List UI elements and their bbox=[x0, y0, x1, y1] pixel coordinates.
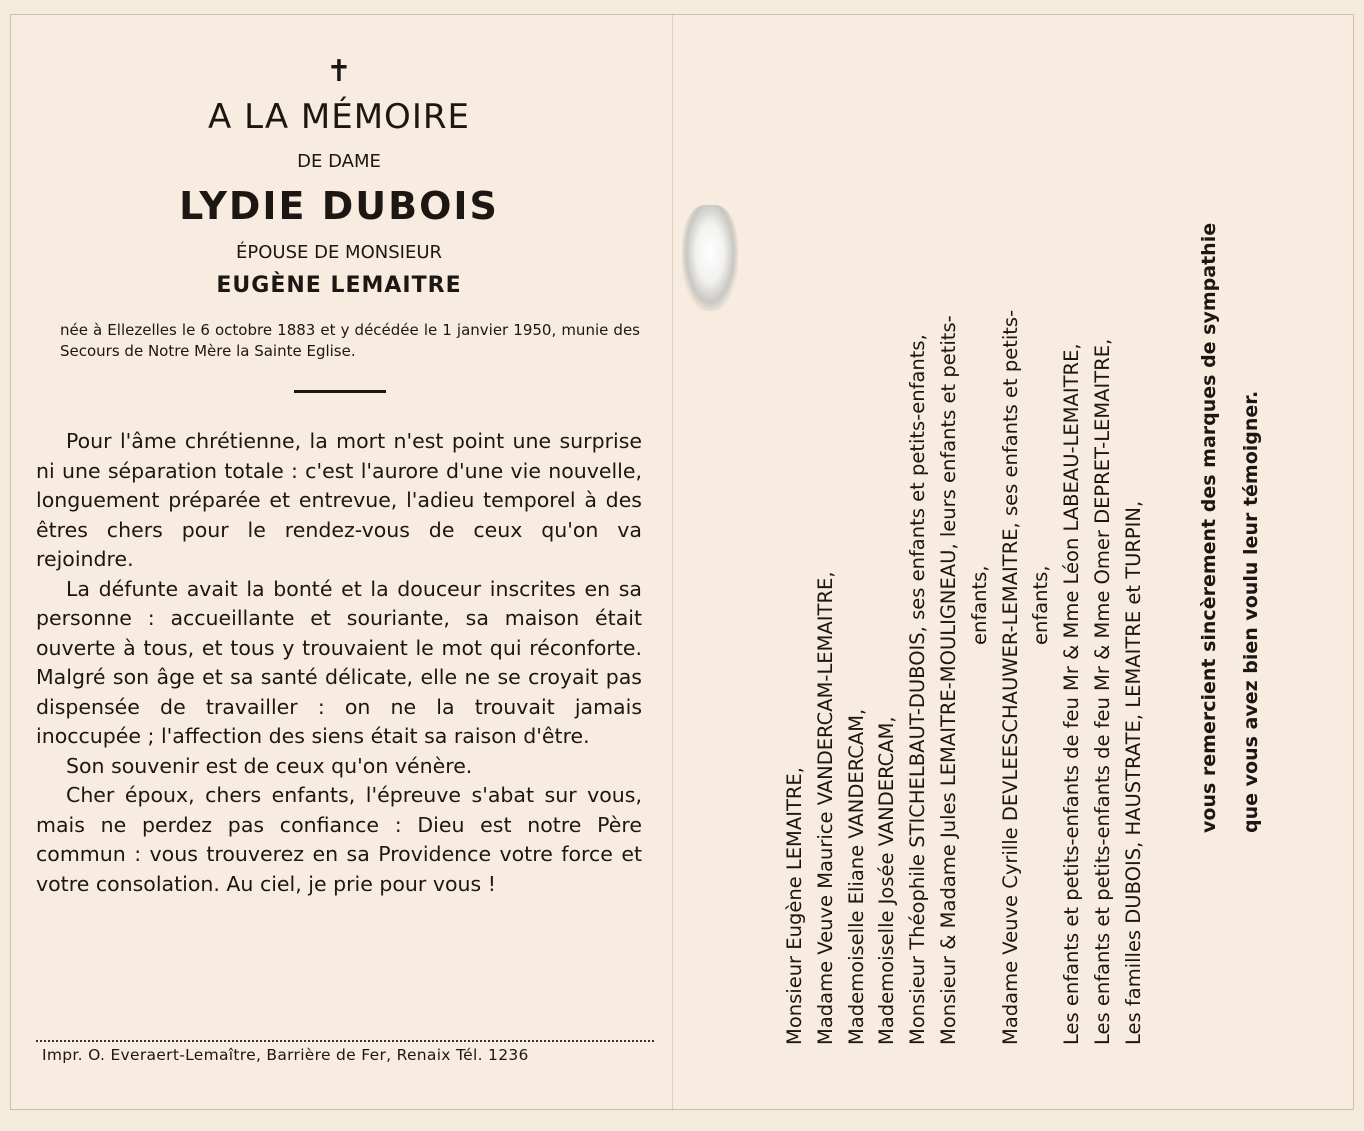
dotted-separator bbox=[36, 1040, 654, 1042]
family-line: enfants, bbox=[967, 565, 991, 645]
thanks-text bbox=[1188, 65, 1272, 1045]
de-dame-label: DE DAME bbox=[297, 151, 381, 172]
deceased-name: LYDIE DUBOIS bbox=[179, 184, 499, 228]
eulogy-paragraph: Pour l'âme chrétienne, la mort n'est point une surprise ni une séparation totale : c'est l'aurore d'une vie nouvelle, longuement préparée et entrevue, l'adieu temporel à des êtres chers pour le rendez-vous de ceux qu'on va rejoindre. bbox=[36, 429, 642, 571]
family-line: Monsieur Eugène LEMAITRE, bbox=[783, 767, 806, 1045]
eulogy-paragraph: Cher époux, chers enfants, l'épreuve s'abat sur vous, mais ne perdez pas confiance : Dieu est notre Père commun : vous trouverez en sa Providence votre force et votre consolation. Au ciel, je prie pour vous ! bbox=[36, 783, 642, 896]
family-line: Madame Veuve Maurice VANDERCAM-LEMAITRE, bbox=[813, 571, 837, 1045]
birth-death-dates: née à Ellezelles le 6 octobre 1883 et y décédée le 1 janvier 1950, munie des Secours de Notre Mère la Sainte Eglise. bbox=[60, 321, 640, 360]
printer-credit: Impr. O. Everaert-Lemaître, Barrière de Fer, Renaix Tél. 1236 bbox=[42, 1046, 529, 1064]
cross-icon: ✝ bbox=[326, 54, 352, 89]
eulogy-paragraph: Son souvenir est de ceux qu'on vénère. bbox=[66, 753, 473, 778]
card-fold bbox=[672, 14, 673, 1110]
husband-name: EUGÈNE LEMAITRE bbox=[216, 273, 462, 298]
epouse-label: ÉPOUSE DE MONSIEUR bbox=[236, 242, 442, 263]
family-line: Les familles DUBOIS, HAUSTRATE, LEMAITRE et TURPIN, bbox=[1121, 500, 1145, 1045]
family-line: Madame Veuve Cyrille DEVLEESCHAUWER-LEMAITRE, ses enfants et petits- bbox=[998, 309, 1022, 1045]
family-panel bbox=[780, 65, 1272, 1045]
family-line: enfants, bbox=[1029, 565, 1053, 645]
family-line: Monsieur & Madame Jules LEMAITRE-MOULIGNEAU, leurs enfants et petits- bbox=[936, 315, 960, 1045]
family-line: Mademoiselle Eliane VANDERCAM, bbox=[844, 708, 868, 1045]
family-line: Monsieur Théophile STICHELBAUT-DUBOIS, ses enfants et petits-enfants, bbox=[906, 334, 930, 1045]
thanks-line: vous remercient sincèrement des marques de sympathie bbox=[1197, 222, 1220, 833]
family-line: Mademoiselle Josée VANDERCAM, bbox=[875, 716, 899, 1045]
divider bbox=[294, 390, 386, 393]
left-panel bbox=[36, 55, 642, 899]
family-line: Les enfants et petits-enfants de feu Mr & Mme Léon LABEAU-LEMAITRE, bbox=[1060, 343, 1084, 1045]
eulogy-paragraph: La défunte avait la bonté et la douceur inscrites en sa personne : accueillante et souriante, sa maison était ouverte à tous, et tous y trouvaient le mot qui réconforte. Malgré son âge et sa santé délicate, elle ne se croyait pas dispensée de travailler : on ne la trouvait jamais inoccupée ; l'affection des siens était sa raison d'être. bbox=[36, 576, 642, 748]
pin-hole bbox=[682, 205, 738, 311]
family-line: Les enfants et petits-enfants de feu Mr & Mme Omer DEPRET-LEMAITRE, bbox=[1090, 338, 1114, 1045]
eulogy-text bbox=[36, 427, 642, 899]
memorial-title: A LA MÉMOIRE bbox=[208, 97, 470, 137]
family-list bbox=[780, 65, 1150, 1045]
thanks-line: que vous avez bien voulu leur témoigner. bbox=[1239, 390, 1262, 833]
